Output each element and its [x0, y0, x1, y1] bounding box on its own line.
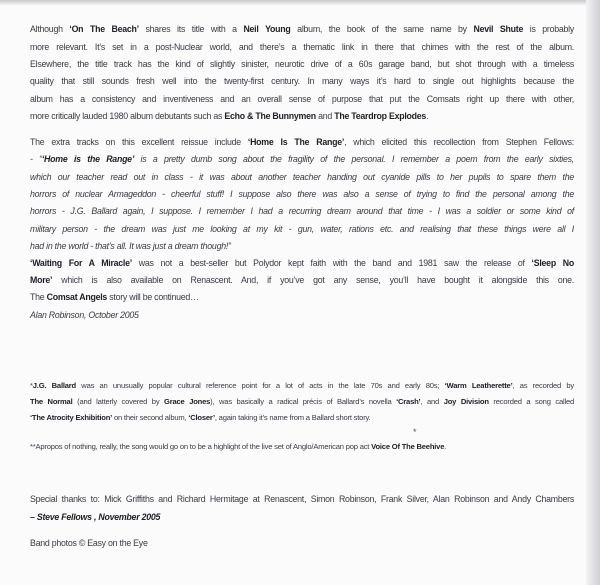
body-text-line — [30, 256, 574, 270]
scan-top-edge — [0, 0, 600, 5]
body-text-line — [30, 170, 574, 184]
credit-line — [30, 492, 574, 506]
text-run: Band photos © Easy on the Eye — [30, 538, 148, 548]
body-text-line — [30, 57, 574, 71]
text-run: The — [30, 292, 47, 302]
text-run: (and latterly covered by — [72, 397, 165, 406]
text-run: was not a best-seller but Polydor kept faith with the band and 1981 saw the release of — [131, 258, 532, 268]
text-run: is probably — [523, 24, 574, 34]
emphasized-text: ‘Sleep No — [531, 258, 574, 268]
emphasized-text: Neil Young — [243, 24, 291, 34]
text-run: Elsewhere, the title track has the kind of slightly sinister, neurotic drive of a 60s garage band, but shot through with a timeless — [30, 59, 574, 69]
body-text-line — [30, 204, 574, 218]
emphasized-text: ‘Home is the Range’ — [41, 154, 135, 164]
credit-line — [30, 536, 574, 550]
emphasized-text: Voice Of The Beehive — [371, 442, 445, 451]
text-run: military person - the dream was just me looking at my kit - gun, water, rations etc. and realising that these things were all I — [30, 224, 574, 234]
text-run: **Apropos of nothing, really, the song would go on to be a highlight of the live set of Anglo/American pop act — [30, 442, 372, 451]
footnote-line — [30, 412, 574, 424]
text-run: , again taking it’s name from a Ballard short story. — [214, 413, 371, 422]
emphasized-text: ‘Waiting For A Miracle’ — [30, 258, 132, 268]
text-run: quality that still sounds fresh well into the twenty-first century. In many ways it’s hard to single out highlights because the — [30, 76, 574, 86]
emphasized-text: Nevil Shute — [473, 24, 524, 34]
text-run: which is also available on Renascent. And, if you’ve got any sense, you’ll have bought it alongside this one. — [52, 275, 574, 285]
emphasized-text: ‘On The Beach’ — [69, 24, 139, 34]
text-run: horrors of nuclear Armageddon - cheerful stuff! I suppose also there was also a sense of trying to find the personal among the — [30, 189, 574, 199]
text-run: shares its title with a — [138, 24, 244, 34]
footnote-line — [30, 380, 574, 392]
text-run: ), was basically a radical précis of Ballard’s novella — [210, 397, 397, 406]
text-run: horrors - J.G. Ballard again, I suppose. I remember I had a recurring dream around that time - I was a soldier or some kind of — [30, 206, 574, 216]
text-run: , and — [420, 397, 444, 406]
text-run: Alan Robinson, October 2005 — [30, 310, 139, 320]
body-text-line — [30, 308, 574, 322]
text-run: * — [30, 381, 33, 390]
text-run: . — [426, 111, 429, 121]
scan-right-edge — [586, 0, 600, 585]
emphasized-text: ‘The Atrocity Exhibition’ — [30, 413, 113, 422]
text-run: is a pretty dumb song about the fragility of the personal. I remember a poem from the early sixties, — [134, 154, 575, 164]
text-run: was an unusually popular cultural reference point for a lot of acts in the late 70s and early 80s; — [75, 381, 445, 390]
emphasized-text: ‘Home Is The Range’ — [247, 137, 345, 147]
body-text-line — [30, 152, 574, 166]
footnote-line — [30, 396, 574, 408]
body-text-line — [30, 92, 574, 106]
emphasized-text: More’ — [30, 275, 53, 285]
body-text-line — [30, 290, 574, 304]
text-run: and — [315, 111, 335, 121]
body-text-line — [30, 239, 574, 253]
footnote-line — [30, 441, 574, 453]
text-run: on their second album, — [112, 413, 189, 422]
body-text-line — [30, 135, 574, 149]
text-run: which our teacher read out in class - it was about another teacher handing out cyanide pills to her pupils to spare them the — [30, 172, 574, 182]
emphasized-text: Echo & The Bunnymen — [224, 111, 316, 121]
text-run: The extra tracks on this excellent reissue include — [30, 137, 248, 147]
emphasized-text: ‘Closer’ — [188, 413, 215, 422]
emphasized-text: – Steve Fellows , November 2005 — [30, 512, 161, 522]
emphasized-text: The Teardrop Explodes — [334, 111, 427, 121]
body-text-line — [30, 187, 574, 201]
text-run: , which elicited this recollection from Stephen Fellows: — [344, 137, 574, 147]
text-run: story will be continued… — [107, 292, 199, 302]
credit-line — [30, 510, 574, 524]
emphasized-text: Grace Jones — [164, 397, 211, 406]
body-text-line — [30, 273, 574, 287]
emphasized-text: ‘Crash’ — [396, 397, 421, 406]
text-run: album has a consistency and inventiveness and an overall sense of purpose that put the Comsats right up there with other, — [30, 94, 574, 104]
body-text-line — [30, 40, 574, 54]
text-run: had in the world - that’s all. It was just a dream though!” — [30, 241, 231, 251]
text-run: more relevant. It’s set in a post-Nuclear world, and there’s a thematic link in there that chimes with the rest of the album. — [30, 42, 574, 52]
text-run: more critically lauded 1980 album debutants such as — [30, 111, 225, 121]
body-text-line — [30, 22, 574, 36]
text-run: album, the book of the same name by — [290, 24, 474, 34]
emphasized-text: Comsat Angels — [46, 292, 108, 302]
text-run: , as recorded by — [512, 381, 574, 390]
text-run: Special thanks to: Mick Griffiths and Richard Hermitage at Renascent, Simon Robinson, Frank Silver, Alan Robinson and Andy Chambers — [30, 494, 574, 504]
emphasized-text: Joy Division — [443, 397, 489, 406]
body-text-line — [30, 109, 574, 123]
emphasized-text: J.G. Ballard — [32, 381, 76, 390]
text-run: Although — [30, 24, 70, 34]
asterisk-mark: * — [413, 427, 417, 437]
emphasized-text: ‘Warm Leatherette’ — [444, 381, 513, 390]
text-run: . — [444, 442, 447, 451]
body-text-line — [30, 74, 574, 88]
text-run: recorded a song called — [488, 397, 574, 406]
body-text-line — [30, 222, 574, 236]
text-run: - “ — [30, 154, 42, 164]
emphasized-text: The Normal — [30, 397, 73, 406]
